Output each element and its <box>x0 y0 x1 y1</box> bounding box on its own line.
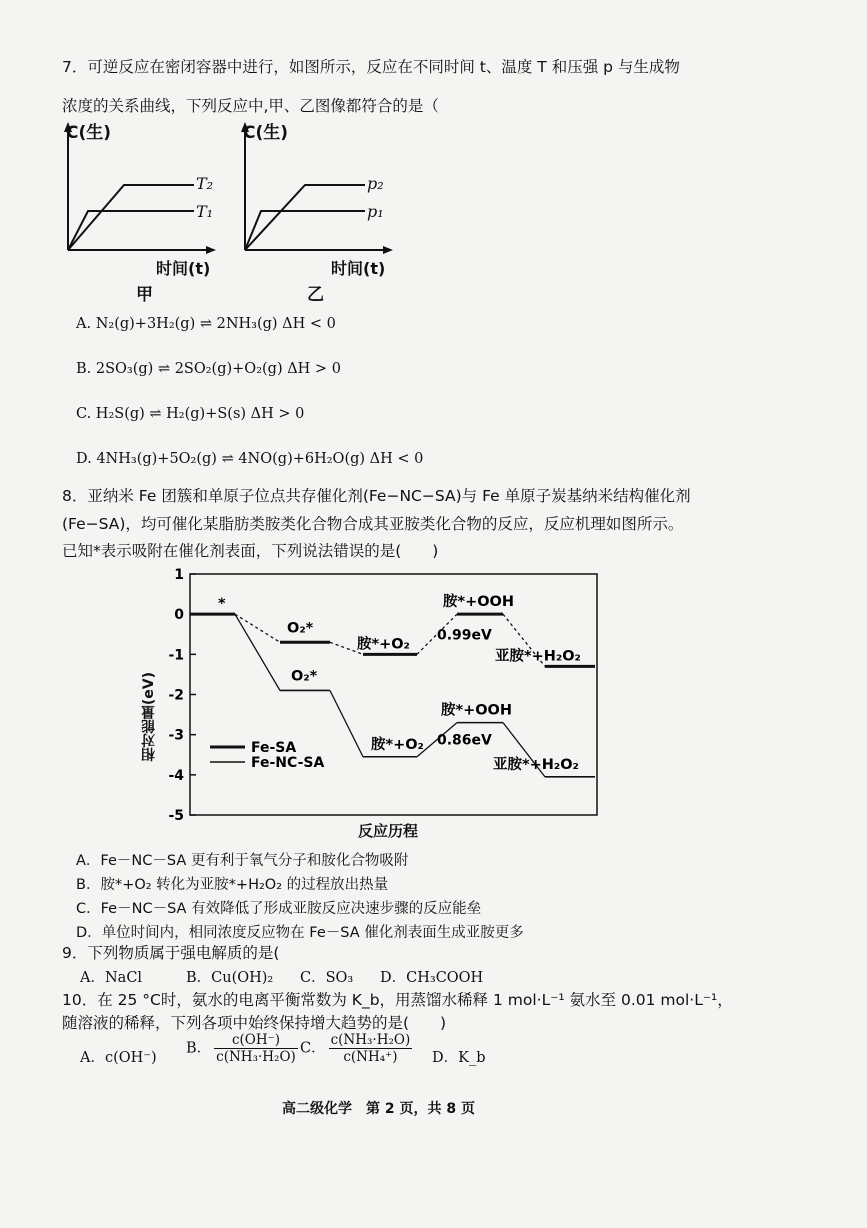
energy-ylabel: 相对能量(eV) <box>141 672 157 762</box>
q7-option-c[interactable]: C. H₂S(g) ⇌ H₂(g)+S(s) ΔH > 0 <box>76 406 305 422</box>
q7-option-b[interactable]: B. 2SO₃(g) ⇌ 2SO₂(g)+O₂(g) ΔH > 0 <box>76 361 341 377</box>
energy-connector-1 <box>235 614 280 690</box>
energy-connector-2 <box>330 690 363 756</box>
q7-option-a[interactable]: A. N₂(g)+3H₂(g) ⇌ 2NH₃(g) ΔH < 0 <box>76 316 336 332</box>
y-tick-label: -2 <box>168 687 184 704</box>
graph-jia-ylabel: C(生) <box>66 123 112 143</box>
q10-stem-line2: 随溶液的稀释，下列各项中始终保持增大趋势的是( ) <box>62 1014 447 1032</box>
legend-label: Fe-NC-SA <box>251 755 325 771</box>
y-tick-label: 1 <box>174 567 184 583</box>
graph-jia-upper-label: T₂ <box>196 174 214 193</box>
q10-option-b[interactable]: B． $\frac{c(OH^-)}{\text{c(NH₃·H₂O)}}$ <box>186 1032 296 1065</box>
state-label-0: * <box>218 596 226 613</box>
series-fe-sa <box>190 592 595 756</box>
y-tick-label: -3 <box>168 727 184 744</box>
legend-label: Fe-SA <box>251 740 297 756</box>
graph-yi-caption: 乙 <box>307 285 324 305</box>
q7-option-d[interactable]: D. 4NH₃(g)+5O₂(g) ⇌ 4NO(g)+6H₂O(g) ΔH < 0 <box>76 451 424 467</box>
q8-option-c[interactable]: C．Fe－NC－SA 有效降低了形成亚胺反应决速步骤的反应能垒 <box>76 901 482 917</box>
energy-plot-frame <box>190 574 597 815</box>
graph-yi-ylabel: C(生) <box>243 123 289 143</box>
state-label-3: 胺*+OOH <box>443 594 515 611</box>
y-tick-label: -4 <box>168 767 184 784</box>
q9-stem: 9．下列物质属于强电解质的是( <box>62 944 280 962</box>
q10-option-d[interactable]: D．K_b <box>432 1050 486 1066</box>
q9-option-d[interactable]: D．CH₃COOH <box>380 970 484 986</box>
graph-yi-xlabel: 时间(t) <box>331 259 386 278</box>
q9-option-c[interactable]: C．SO₃ <box>300 970 354 986</box>
y-tick-label: 0 <box>174 607 184 624</box>
energy-diagram <box>135 562 610 847</box>
y-tick-label: -1 <box>168 647 184 664</box>
q10-option-b-fraction: $\frac{c(OH^-)}{\text{c(NH₃·H₂O)}}$ <box>216 1032 296 1065</box>
barrier-label: 0.86eV <box>437 732 492 749</box>
state-label-3: 胺*+OOH <box>441 702 513 719</box>
page-footer: 高二级化学 第 2 页，共 8 页 <box>282 1101 475 1117</box>
q8-stem-line2: (Fe−SA)，均可催化某脂肪类胺类化合物合成其亚胺类化合物的反应，反应机理如图所示。 <box>62 515 684 533</box>
q10-option-a[interactable]: A．c(OH⁻) <box>80 1050 157 1066</box>
graph-yi-lower-label: p₁ <box>367 202 384 221</box>
q7-stem-line2: 浓度的关系曲线，下列反应中,甲、乙图像都符合的是（ <box>62 97 439 115</box>
barrier-label: 0.99eV <box>437 627 492 644</box>
q8-stem-line1: 8．亚纳米 Fe 团簇和单原子位点共存催化剂(Fe−NC−SA)与 Fe 单原子炭基纳米结构催化剂 <box>62 487 691 505</box>
q8-stem-line3: 已知*表示吸附在催化剂表面，下列说法错误的是( ) <box>62 542 439 560</box>
q10-option-c[interactable]: C． $\frac{\text{c(NH₃·H₂O)}}{\text{c(NH₄⁺)}}$ <box>300 1032 411 1065</box>
q7-stem-line1: 7．可逆反应在密闭容器中进行，如图所示，反应在不同时间 t、温度 T 和压强 p 与生成物 <box>62 58 680 76</box>
y-tick-label: -5 <box>168 808 184 824</box>
q9-option-b[interactable]: B．Cu(OH)₂ <box>186 970 274 986</box>
state-label-1: O₂* <box>291 668 318 685</box>
graph-jia <box>58 118 228 308</box>
state-label-4: 亚胺*+H₂O₂ <box>493 756 579 773</box>
graph-yi <box>235 118 405 308</box>
energy-diagram-svg <box>135 562 610 847</box>
graph-jia-lower-label: T₁ <box>196 202 214 221</box>
q9-option-a[interactable]: A．NaCl <box>80 970 143 986</box>
state-label-2: 胺*+O₂ <box>371 736 424 753</box>
state-label-4: 亚胺*+H₂O₂ <box>495 648 581 665</box>
q8-option-d[interactable]: D．单位时间内，相同浓度反应物在 Fe－SA 催化剂表面生成亚胺更多 <box>76 925 524 941</box>
energy-xlabel: 反应历程 <box>358 822 419 840</box>
q10-option-c-fraction: $\frac{\text{c(NH₃·H₂O)}}{\text{c(NH₄⁺)}}$ <box>330 1032 411 1065</box>
q8-option-a[interactable]: A．Fe－NC－SA 更有利于氧气分子和胺化合物吸附 <box>76 853 409 869</box>
graph-jia-caption: 甲 <box>136 285 153 305</box>
graph-yi-upper-label: p₂ <box>367 174 384 193</box>
state-label-1: O₂* <box>287 620 314 637</box>
q8-option-b[interactable]: B．胺*+O₂ 转化为亚胺*+H₂O₂ 的过程放出热量 <box>76 877 389 893</box>
energy-connector-1 <box>235 614 280 642</box>
q10-stem-line1: 10．在 25 °C时，氨水的电离平衡常数为 K_b，用蒸馏水稀释 1 mol·L⁻¹ 氨水至 0.01 mol·L⁻¹， <box>62 991 733 1009</box>
graph-jia-xlabel: 时间(t) <box>156 259 211 278</box>
state-label-2: 胺*+O₂ <box>357 636 410 653</box>
